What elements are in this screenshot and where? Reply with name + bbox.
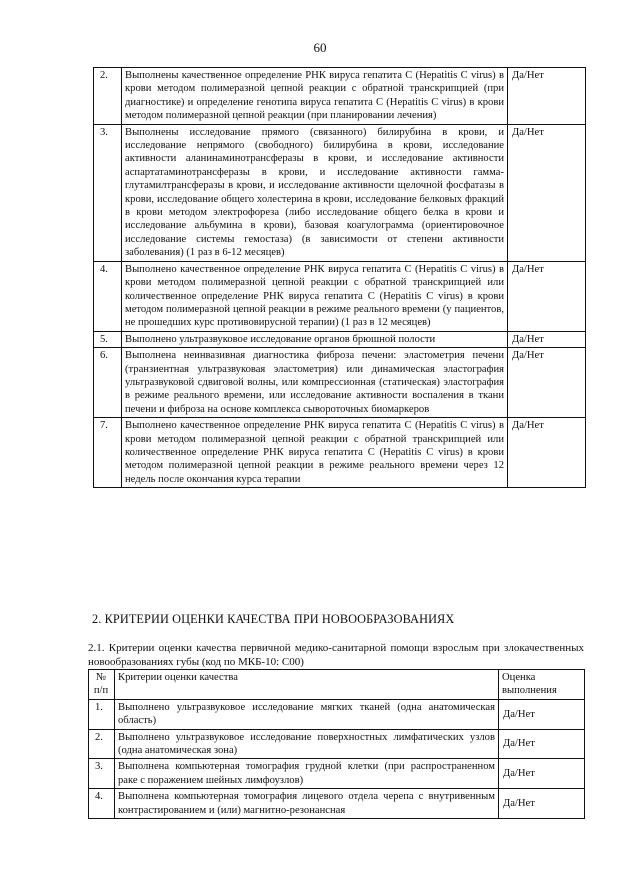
row-number: 2. [89, 729, 115, 759]
table-row [94, 261, 586, 331]
table-row [89, 789, 585, 819]
answer-cell: Да/Нет [499, 759, 585, 789]
criteria-table-continued [93, 67, 586, 488]
criteria-text: Выполнена компьютерная томография грудной клетки (при распространенном раке с поражением шейных лимфоузлов) [115, 759, 499, 789]
row-number: 4. [94, 261, 122, 331]
answer-cell: Да/Нет [508, 124, 586, 261]
answer-cell: Да/Нет [499, 729, 585, 759]
table-row [94, 68, 586, 125]
table-row [94, 418, 586, 488]
criteria-text: Выполнена компьютерная томография лицевого отдела черепа с внутривенным контрастированием и (или) магнитно-резонансная [115, 789, 499, 819]
row-number: 7. [94, 418, 122, 488]
criteria-text: Выполнено качественное определение РНК вируса гепатита С (Hepatitis C virus) в крови методом полимеразной цепной реакции с обратной транскрипцией или количественное определение РНК вируса гепатита С (Hepatitis C virus) в крови методом полимеразной цепной реакции в режиме реального времени через 12 недель после окончания курса терапии [122, 418, 508, 488]
row-number: 2. [94, 68, 122, 125]
row-number: 6. [94, 348, 122, 418]
answer-cell: Да/Нет [499, 789, 585, 819]
answer-cell: Да/Нет [508, 418, 586, 488]
criteria-text: Выполнена неинвазивная диагностика фиброза печени: эластометрия печени (транзиентная ультразвуковая эластометрия) или динамическая эластография ультразвуковой сдвиговой волны, или компрессионная (статическая) эластография в режиме реального времени, или исследование активности воспаления в ткани печени и фиброза на основе комплекса сывороточных биомаркеров [122, 348, 508, 418]
answer-cell: Да/Нет [508, 261, 586, 331]
table-row [94, 331, 586, 347]
table-row [89, 699, 585, 729]
table-row [89, 759, 585, 789]
subsection-paragraph: 2.1. Критерии оценки качества первичной медико-санитарной помощи взрослым при злокачественных новообразованиях губы (код по МКБ-10: С00) [88, 642, 584, 668]
section-heading: 2. КРИТЕРИИ ОЦЕНКИ КАЧЕСТВА ПРИ НОВООБРАЗОВАНИЯХ [92, 612, 455, 626]
row-number: 5. [94, 331, 122, 347]
answer-cell: Да/Нет [508, 68, 586, 125]
header-score: Оценка выполнения [499, 670, 585, 700]
table-row [94, 124, 586, 261]
criteria-text: Выполнены качественное определение РНК вируса гепатита С (Hepatitis C virus) в крови методом полимеразной цепной реакции с обратной транскрипцией (при диагностике) и определение генотипа вируса гепатита С (Hepatitis C virus) в крови методом полимеразной цепной реакции (при планировании лечения) [122, 68, 508, 125]
header-number: № п/п [89, 670, 115, 700]
header-criteria: Критерии оценки качества [115, 670, 499, 700]
row-number: 1. [89, 699, 115, 729]
criteria-text: Выполнено качественное определение РНК вируса гепатита С (Hepatitis C virus) в крови методом полимеразной цепной реакции с обратной транскрипцией или количественное определение РНК вируса гепатита С (Hepatitis C virus) в крови методом полимеразной цепной реакции в режиме реального времени (у пациентов, не прошедших курс противовирусной терапии) (1 раз в 12 месяцев) [122, 261, 508, 331]
answer-cell: Да/Нет [508, 331, 586, 347]
page-number: 60 [313, 40, 327, 55]
criteria-text: Выполнено ультразвуковое исследование органов брюшной полости [122, 331, 508, 347]
answer-cell: Да/Нет [499, 699, 585, 729]
criteria-text: Выполнено ультразвуковое исследование мягких тканей (одна анатомическая область) [115, 699, 499, 729]
table-row [94, 348, 586, 418]
criteria-text: Выполнено ультразвуковое исследование поверхностных лимфатических узлов (одна анатомическая зона) [115, 729, 499, 759]
answer-cell: Да/Нет [508, 348, 586, 418]
table-header-row [89, 670, 585, 700]
table-row [89, 729, 585, 759]
row-number: 4. [89, 789, 115, 819]
row-number: 3. [94, 124, 122, 261]
criteria-text: Выполнены исследование прямого (связанного) билирубина в крови, и исследование непрямого (свободного) билирубина в крови, исследование активности аланинаминотрансферазы в крови, и исследование активности аспартатаминотрансферазы в крови, и исследование активности гамма-глутамилтрансферазы в крови, и исследование активности щелочной фосфатазы в крови, исследование общего холестерина в крови, исследование белковых фракций в крови методом электрофореза (либо исследование общего белка в крови и исследование альбумина в крови), базовая коагулограмма (ориентировочное исследование системы гемостаза) (в зависимости от степени активности заболевания) (1 раз в 6-12 месяцев) [122, 124, 508, 261]
lip-neoplasm-criteria-table [88, 669, 585, 819]
row-number: 3. [89, 759, 115, 789]
